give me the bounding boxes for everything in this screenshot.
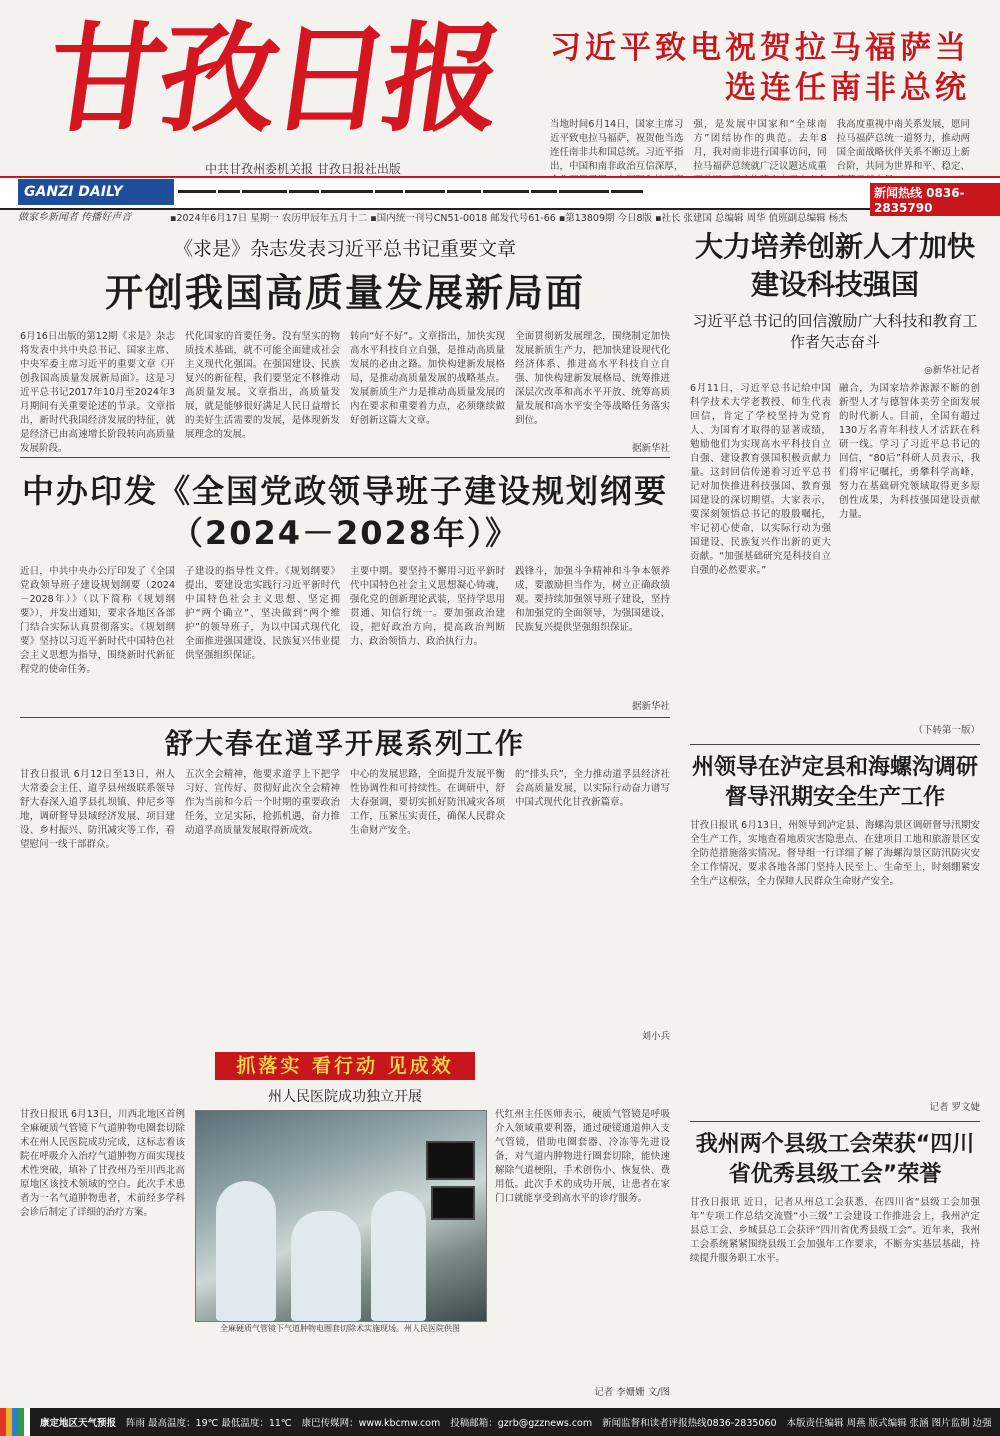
lead-col-2: 代化国家的首要任务。没有坚实的物质技术基础，就不可能全面建成社会主义现代化强国。在强国建设、民族复兴的新征程，我们要坚定不移推动高质量发展。文章指出，高质量发展，就是能够很好满足人民日益增长的美好生活需要的发展，是体现新发展理念的发展。 — [185, 331, 340, 440]
second-col-1: 近日，中共中央办公厅印发了《全国党政领导班子建设规划纲要（2024－2028年）》（以下简称《规划纲要》），并发出通知，要求各地区各部门结合实际认真贯彻落实。《规划纲要》坚持以习近平新时代中国特色社会主义思想为指导，围绕新时代新征程党的使命任务。 — [20, 566, 175, 675]
second-col-3: 主要中期。要坚持不懈用习近平新时代中国特色社会主义思想凝心铸魂，强化党的创新理论武装，坚持学思用贯通、知信行统一。要加强政治建设，把好政治方向，提高政治判断力、政治领悟力、政治执行力。 — [350, 566, 505, 647]
weather-title: 康定地区天气预报 — [40, 1418, 117, 1429]
second-col-4: 践锋斗，加强斗争精神和斗争本领养成，要激励担当作为，树立正确政绩观。要持续加强领导班子建设，坚持和加强党的全面领导，为强国建设、民族复兴提供坚强组织保证。 — [515, 566, 670, 633]
footer-bar — [0, 1408, 1000, 1436]
third-story-headline[interactable]: 舒大春在道孚开展系列工作 — [164, 727, 525, 760]
lead-story-kicker: 《求是》杂志发表习近平总书记重要文章 — [173, 238, 516, 260]
second-story-headline[interactable]: 中办印发《全国党政领导班子建设规划纲要（2024－2028年）》 — [21, 472, 668, 552]
right-story-1-continued: （下转第一版） — [913, 725, 980, 736]
hospital-left-col: 甘孜日报讯 6月13日，川西北地区首例全麻硬质气管镜下气道肿物电圈套切除术在州人民医院成功完成，这标志着该院在呼吸介入治疗气道肿物方面实现技术性突破，填补了甘孜州乃至川西北高原地区该技术领域的空白。此次手术患者为一名气道肿物患者，术前经多学科会诊后制定了详细的治疗方案。 — [20, 1109, 185, 1218]
third-col-3: 中心的发展思路，全面提升发展平衡性协调性和可持续性。在调研中，舒大春强调，要切实抓好防汛减灾各项工作，压紧压实责任，确保人民群众生命财产安全。 — [350, 769, 505, 836]
masthead-slogan: 做家乡新闻者 传播好声音 — [18, 212, 132, 223]
hospital-story-credit: 记者 李姗姗 文/图 — [594, 1387, 670, 1398]
right-story-1-col-2: 融合，为国家培养源源不断的创新型人才与德智体美劳全面发展的时代新人。目前，全国有超过130万名青年科技人才活跃在科研一线。学习了习近平总书记的回信，“80后”科研人员表示，我们将牢记嘱托，勇攀科学高峰，努力在基础研究领域取得更多原创性成果，为科技强国建设贡献力量。 — [839, 383, 980, 520]
right-story-1-col-1: 6月11日，习近平总书记给中国科学技术大学老教授、师生代表回信，肯定了学校坚持为党育人、为国育才取得的显著成绩，勉励他们为实现高水平科技自立自强、建设教育强国积极贡献力量。这封回信传递着习近平总书记对加快推进科技强国、教育强国建设的深切期望。大家表示，要深刻领悟总书记的殷殷嘱托，牢记初心使命，以实际行动为强国建设、民族复兴作出新的更大贡献。“加强基础研究是科技自立自强的必然要求。” — [690, 383, 831, 576]
page-editors: 本版责任编辑 周燕 版式编辑 张涵 图片监制 边强 — [786, 1418, 992, 1429]
weather-info: 阵雨 最高温度：19℃ 最低温度：11℃ — [126, 1418, 292, 1429]
third-col-2: 五次全会精神，他要求道孚上下把学习好、宣传好、贯彻好此次全会精神作为当前和今后一个时期的重要政治任务，立足实际，抢抓机遇，奋力推动道孚高质量发展取得新成效。 — [185, 769, 340, 836]
top-story-col-1: 当地时间6月14日，国家主席习近平致电拉马福萨，祝贺他当选连任南非共和国总统。习近平指出，中国和南非政治互信深厚， — [550, 119, 684, 172]
campaign-banner: 抓落实 看行动 见成效 — [215, 1052, 475, 1080]
divider — [20, 457, 670, 458]
masthead-logo: 甘孜日报 — [38, 9, 506, 148]
lead-story-headline[interactable]: 开创我国高质量发展新局面 — [104, 271, 585, 315]
second-story-credit: 据新华社 — [631, 701, 670, 712]
lead-col-4: 全面贯彻新发展理念，围绕制定加快发展新质生产力，把加快建设现代化经济体系、推进高水平科技自立自强、加快构建新发展格局、统筹推进深层次改革和高水平开放、统筹高质量发展和高水平安全等战略任务落实到位。 — [515, 331, 670, 426]
right-story-2-headline[interactable]: 州领导在泸定县和海螺沟调研督导汛期安全生产工作 — [691, 755, 978, 810]
right-story-1-subhead: 习近平总书记的回信激励广大科技和教育工作者矢志奋斗 — [692, 312, 978, 351]
lead-story-credit: 据新华社 — [631, 443, 670, 454]
lead-col-1: 6月16日出版的第12期《求是》杂志将发表中共中央总书记、国家主席、中央军委主席习近平的重要文章《开创我国高质量发展新局面》。这是习近平总书记2017年10月至2024年3月期间有关重要论述的节录。文章指出，新时代我国经济发展的特征，就是经济已由高速增长阶段转向高质量发展阶段。 — [20, 331, 175, 454]
top-story-col-3: 我高度重视中南关系发展，愿同拉马福萨总统一道努力，推动两国全面战略伙伴关系不断迈上新台阶，共同为世界和平、稳定、 — [836, 119, 970, 172]
hotline-tag: 新闻热线 0836-2835790 — [870, 183, 1000, 216]
right-column — [690, 228, 980, 1396]
english-name-badge: GANZI DAILY — [18, 179, 174, 205]
website-link[interactable]: 康巴传媒网：www.kbcmw.com — [301, 1418, 441, 1429]
masthead-org-line: 中共甘孜州委机关报 甘孜日报社出版 — [205, 162, 401, 176]
hospital-story-kicker: 州人民医院成功独立开展 — [268, 1089, 422, 1105]
right-story-2-credit: 记者 罗文婕 — [929, 1102, 980, 1113]
right-story-3-body: 甘孜日报讯 近日，记者从州总工会获悉，在四川省“县级工会加强年”专项工作总结交流暨“小三级”工会建设工作推进会上，我州泸定县总工会、乡城县总工会获评“四川省优秀县级工会”。近年来，我州工会系统紧紧围绕县级工会加强年工作要求，不断夯实基层基础，持续提升服务职工水平。 — [690, 1197, 980, 1264]
second-col-2: 子建设的指导性文件。《规划纲要》提出，要建设忠实践行习近平新时代中国特色社会主义思想、坚定拥护“两个确立”、坚决做到“两个维护”的领导班子，为以中国式现代化全面推进强国建设、民族复兴伟业提供坚强组织保证。 — [185, 566, 340, 661]
issue-info-line: ▪2024年6月17日 星期一 农历甲辰年五月十二 ▪国内统一刊号CN51-0018 邮发代号61-66 ▪第13809期 今日8版 ▪社长 张建国 总编辑 周华 值班副总编辑 杨杰 — [170, 213, 848, 224]
tibetan-title-script — [178, 182, 658, 202]
lead-col-3: 转向“好不好”。文章指出，加快实现高水平科技自立自强，是推动高质量发展的必由之路。加快构建新发展格局，是推动高质量发展的战略基点。发展新质生产力是推动高质量发展的内在要求和重要着力点，必须继续做好创新这篇大文章。 — [350, 331, 505, 426]
surgery-photo — [195, 1110, 487, 1322]
third-col-4: 的“排头兵”，全力推动道孚县经济社会高质量发展，以实际行动奋力谱写中国式现代化甘孜新篇章。 — [515, 769, 670, 808]
right-story-1-headline[interactable]: 大力培养创新人才加快建设科技强国 — [694, 230, 975, 301]
third-story-credit: 刘小兵 — [641, 1031, 670, 1042]
right-story-1-byline: ◎新华社记者 — [924, 365, 980, 376]
email-link[interactable]: 投稿邮箱：gzrb@gzznews.com — [450, 1418, 593, 1429]
second-story-body — [20, 565, 670, 705]
third-story-body — [20, 768, 670, 980]
top-story-headline[interactable]: 习近平致电祝贺拉马福萨当选连任南非总统 — [550, 30, 970, 106]
hospital-right-col: 代红州主任医师表示，硬质气管镜是呼吸介入领域重要利器，通过硬镜通道伸入支气管镜，借助电圈套器、冷冻等先进设备，对气道内肿物进行圈套切除，能快速解除气道梗阻，手术创伤小、恢复快、费用低。此次手术的成功开展，让患者在家门口就能享受到高水平的诊疗服务。 — [495, 1109, 670, 1204]
supervision-hotline: 新闻监督和读者评报热线0836-2835060 — [602, 1418, 777, 1429]
right-story-3-headline[interactable]: 我州两个县级工会荣获“四川省优秀县级工会”荣誉 — [695, 1132, 975, 1187]
photo-caption: 全麻硬质气管镜下气道肿物电圈套切除术实施现场。州人民医院供图 — [220, 1324, 460, 1333]
third-col-1: 甘孜日报讯 6月12日至13日，州人大常委会主任、道孚县州级联系领导舒大春深入道孚县扎坝镇、仲尼乡等地，调研督导县域经济发展、项目建设、乡村振兴、防汛减灾等工作，看望慰问一线干部群众。 — [20, 769, 175, 850]
right-story-2-body: 甘孜日报讯 6月13日，州领导到泸定县、海螺沟景区调研督导汛期安全生产工作，实地查看地质灾害隐患点、在建项目工地和旅游景区安全防范措施落实情况。督导组一行详细了解了海螺沟景区防汛防灾安全工作情况，要求各地各部门坚持人民至上、生命至上，时刻绷紧安全生产这根弦，全力保障人民群众生命财产安全。 — [690, 820, 980, 887]
top-story-col-2: 强，是发展中国家和“全球南方”团结协作的典范。去年8月，我对南非进行国事访问，同拉马福萨总统就广泛议题达成重 — [693, 119, 827, 172]
divider — [20, 717, 670, 718]
